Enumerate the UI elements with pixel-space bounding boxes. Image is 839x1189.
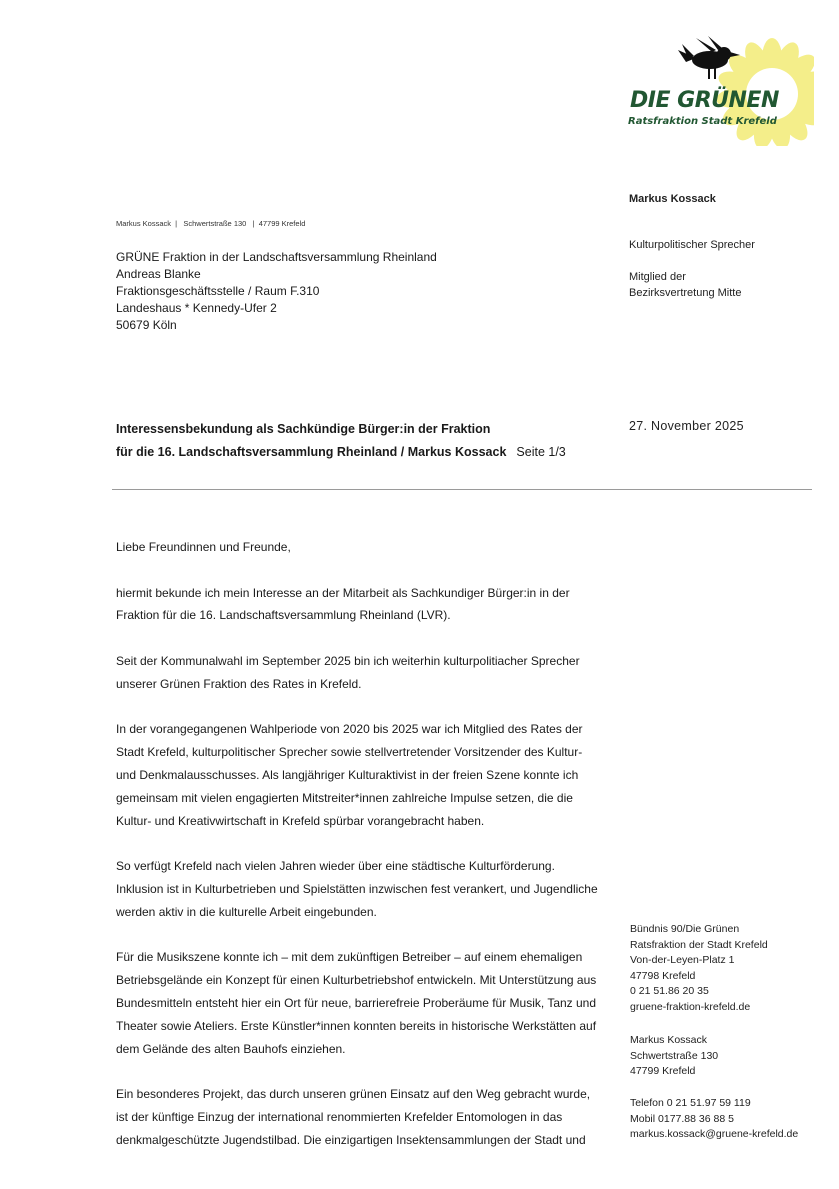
recipient-line: Fraktionsgeschäftsstelle / Raum F.310 [116, 284, 320, 298]
sender-line: Markus Kossack | Schwertstraße 130 | 47799 Krefeld [116, 219, 306, 228]
author-contact [630, 1096, 798, 1143]
author-name: Markus Kossack [629, 193, 716, 205]
subject-line-2 [116, 441, 566, 464]
divider [112, 489, 812, 490]
author-address [630, 1033, 718, 1080]
letter-subject [116, 418, 566, 464]
body-paragraph: In der vorangegangenen Wahlperiode von 2020 bis 2025 war ich Mitglied des Rates der Stadt Krefeld, kulturpolitischer Sprecher sowie stellvertretender Vorsitzender des Kultur- und Denkmalausschusses. Als langjähriger Kulturaktivist in der freien Szene konnte ich gemeinsam mit vielen engagierten Mitstreiter*innen zahlreiche Impulse setzen, die die Kultur- und Kreativwirtschaft in Krefeld spürbar vorangebracht haben. [116, 722, 583, 828]
body-paragraph: Für die Musikszene konnte ich – mit dem zukünftigen Betreiber – auf einem ehemaligen Betriebsgelände ein Konzept für einen Kulturbetriebshof entwickeln. Mit Unterstützung aus Bundesmitteln entsteht hier ein Ort für neue, barrierefreie Proberäume für Musik, Tanz und Theater sowie Ateliers. Erste Künstler*innen konnten bereits in historische Werkstätten auf dem Gelände des alten Bauhofs einziehen. [116, 950, 597, 1056]
logo-title: DIE GRÜNEN [630, 88, 779, 113]
faction-line: Von-der-Leyen-Platz 1 [630, 954, 735, 967]
email-address: markus.kossack@gruene-krefeld.de [630, 1128, 799, 1141]
address-line: 47799 Krefeld [630, 1065, 696, 1078]
logo-subtitle: Ratsfraktion Stadt Krefeld [628, 116, 777, 127]
body-paragraph: hiermit bekunde ich mein Interesse an der Mitarbeit als Sachkundiger Bürger:in in der Fraktion für die 16. Landschaftsversammlung Rheinland (LVR). [116, 585, 570, 623]
faction-line: Bündnis 90/Die Grünen [630, 923, 740, 935]
body-paragraph: Seit der Kommunalwahl im September 2025 bin ich weiterhin kulturpolitiacher Sprecher unserer Grünen Fraktion des Rates in Krefeld. [116, 653, 580, 691]
faction-phone: 0 21 51.86 20 35 [630, 985, 709, 998]
subject-line-2-text: für die 16. Landschaftsversammlung Rheinland / Markus Kossack [116, 445, 507, 459]
recipient-address [116, 249, 437, 334]
letter-body [116, 536, 598, 1174]
recipient-line: Andreas Blanke [116, 267, 201, 281]
mobile-number: Mobil 0177.88 36 88 5 [630, 1112, 734, 1125]
faction-website: gruene-fraktion-krefeld.de [630, 1000, 751, 1013]
membership-line-2: Bezirksvertretung Mitte [629, 287, 742, 299]
letter-date: 27. November 2025 [629, 419, 744, 433]
faction-address [630, 922, 768, 1016]
recipient-line: Landeshaus * Kennedy-Ufer 2 [116, 301, 277, 315]
body-paragraph: So verfügt Krefeld nach vielen Jahren wieder über eine städtische Kulturförderung. Inklusion ist in Kulturbetrieben und Spielstätten inzwischen fest verankert, und Jugendliche werden aktiv in die kulturelle Arbeit eingebunden. [116, 859, 598, 919]
body-paragraph: Ein besonderes Projekt, das durch unseren grünen Einsatz auf den Weg gebracht wurde, ist der künftige Einzug der international renommierten Krefelder Entomologen in das denkmalgeschützte Jugendstilbad. Die einzigartigen Insektensammlungen der Stadt und [116, 1087, 591, 1147]
address-line: Schwertstraße 130 [630, 1049, 719, 1062]
faction-line: Ratsfraktion der Stadt Krefeld [630, 938, 768, 951]
party-logo [624, 36, 814, 146]
membership-line-1: Mitglied der [629, 271, 686, 283]
page-number: Seite 1/3 [516, 445, 566, 459]
author-membership [629, 269, 741, 301]
recipient-line: GRÜNE Fraktion in der Landschaftsversammlung Rheinland [116, 250, 437, 264]
subject-line-1: Interessensbekundung als Sachkündige Bürger:in der Fraktion [116, 422, 491, 436]
phone-number: Telefon 0 21 51.97 59 119 [630, 1097, 751, 1109]
recipient-line: 50679 Köln [116, 318, 177, 332]
author-role: Kulturpolitischer Sprecher [629, 239, 755, 251]
address-line: Markus Kossack [630, 1034, 708, 1046]
faction-line: 47798 Krefeld [630, 969, 696, 982]
salutation: Liebe Freundinnen und Freunde, [116, 540, 291, 554]
